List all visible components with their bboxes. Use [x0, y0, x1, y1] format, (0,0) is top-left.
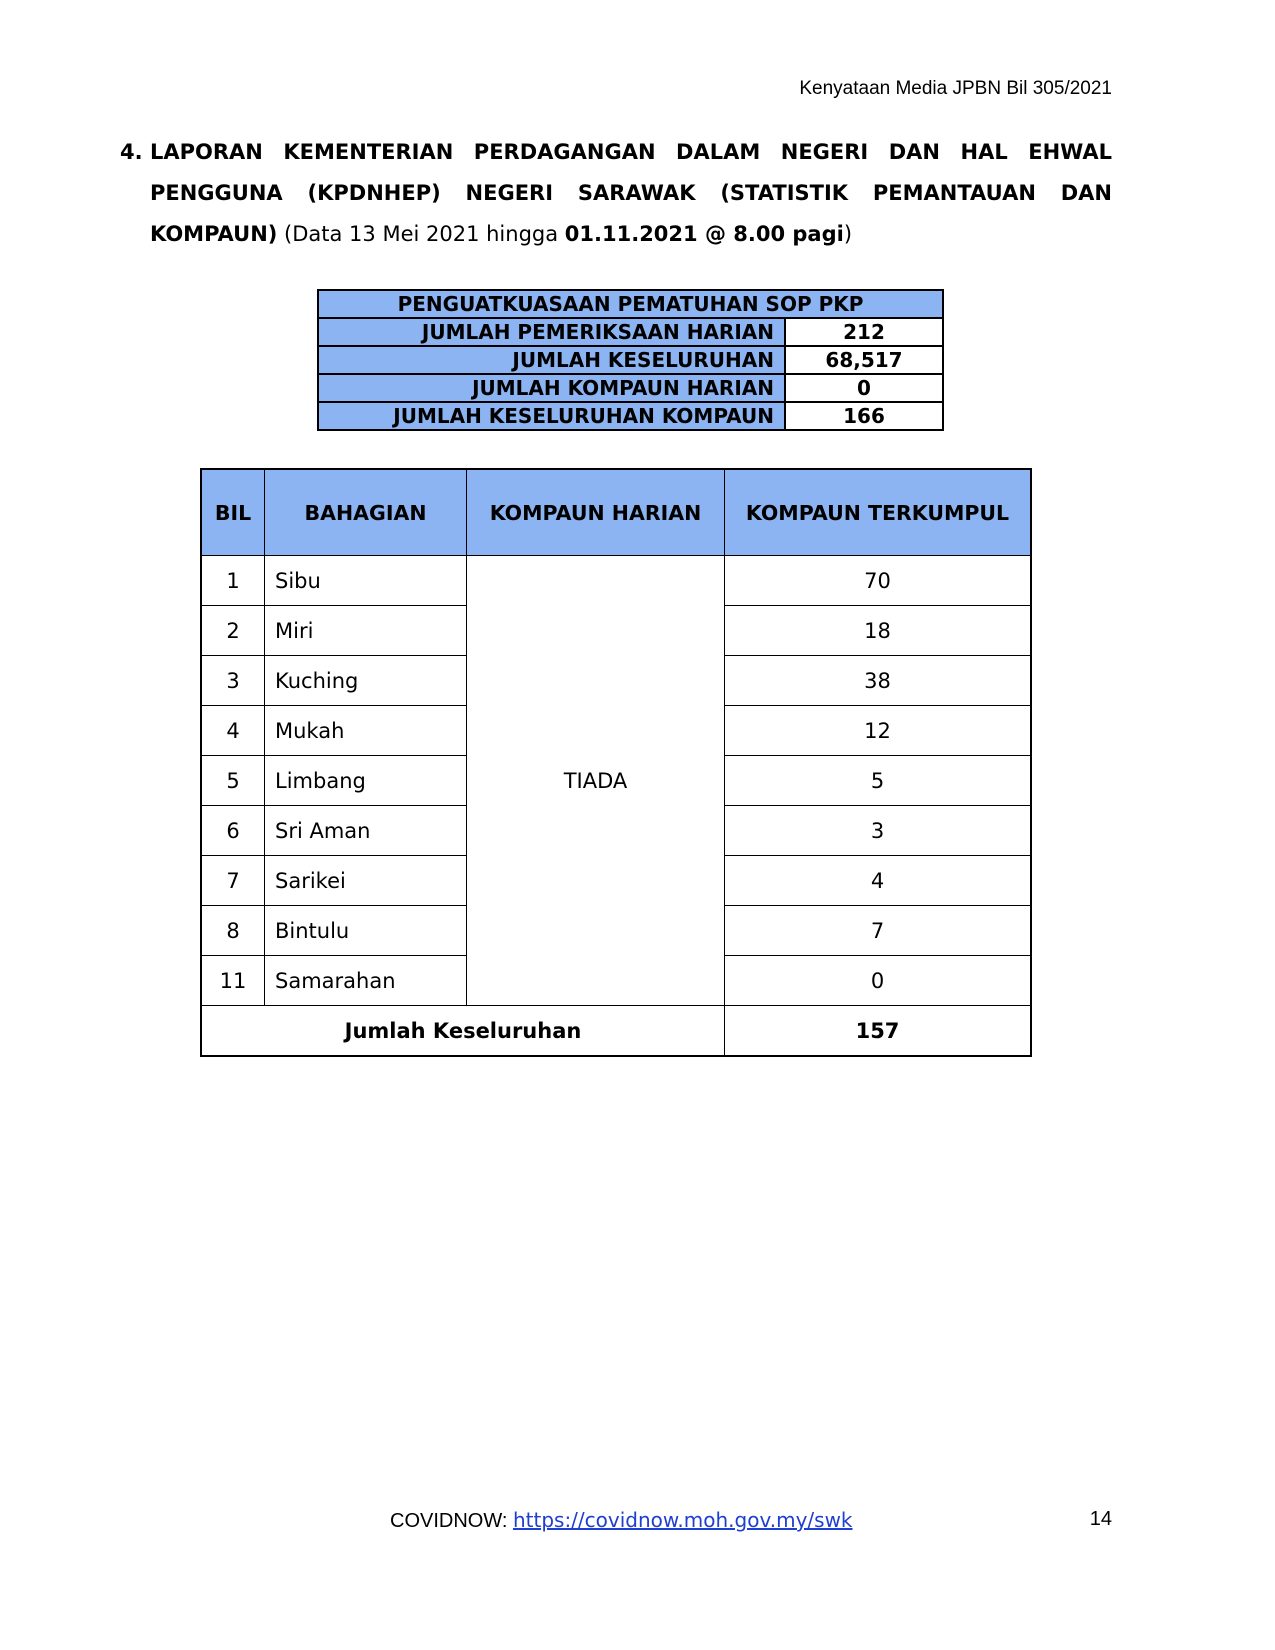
section-body [150, 132, 1112, 255]
covidnow-link[interactable]: https://covidnow.moh.gov.my/swk [512, 1508, 853, 1532]
summary-label: JUMLAH KESELURUHAN [318, 346, 785, 374]
cell-kompaun-terkumpul: 5 [725, 756, 1032, 806]
section-number: 4. [120, 140, 143, 164]
summary-value: 212 [785, 318, 943, 346]
page-number: 14 [1089, 1508, 1112, 1530]
data-range-prefix: (Data 13 Mei 2021 hingga [277, 222, 565, 246]
cell-bil: 7 [201, 856, 265, 906]
cell-bahagian: Mukah [265, 706, 467, 756]
cell-kompaun-terkumpul: 3 [725, 806, 1032, 856]
header-kompaun-harian: KOMPAUN HARIAN [467, 469, 725, 556]
table-header-row [201, 469, 1031, 556]
cell-bahagian: Sarikei [265, 856, 467, 906]
cell-bahagian: Sri Aman [265, 806, 467, 856]
summary-heading-row [318, 290, 943, 318]
total-row [201, 1006, 1031, 1057]
cell-bil: 5 [201, 756, 265, 806]
cell-bil: 6 [201, 806, 265, 856]
header-bil: BIL [201, 469, 265, 556]
table-row [201, 556, 1031, 606]
cell-kompaun-terkumpul: 70 [725, 556, 1032, 606]
header-bahagian: BAHAGIAN [265, 469, 467, 556]
footer-label: COVIDNOW: [390, 1510, 513, 1532]
cell-bahagian: Kuching [265, 656, 467, 706]
section-heading [120, 132, 1112, 255]
cell-kompaun-terkumpul: 4 [725, 856, 1032, 906]
summary-label: JUMLAH KESELURUHAN KOMPAUN [318, 402, 785, 430]
footer [390, 1508, 853, 1533]
cell-bahagian: Sibu [265, 556, 467, 606]
cell-kompaun-terkumpul: 0 [725, 956, 1032, 1006]
data-range-suffix: ) [843, 222, 853, 246]
section-title: LAPORAN KEMENTERIAN PERDAGANGAN DALAM NEGERI DAN HAL EHWAL PENGGUNA (KPDNHEP) NEGERI SARAWAK (STATISTIK PEMANTAUAN DAN KOMPAUN) [150, 140, 1112, 246]
cell-bil: 3 [201, 656, 265, 706]
summary-row [318, 374, 943, 402]
cell-bil: 1 [201, 556, 265, 606]
summary-row [318, 318, 943, 346]
total-value: 157 [725, 1006, 1032, 1057]
document-reference: Kenyataan Media JPBN Bil 305/2021 [799, 78, 1112, 99]
summary-table [317, 289, 944, 431]
total-label: Jumlah Keseluruhan [201, 1006, 725, 1057]
cell-kompaun-harian-merged: TIADA [467, 556, 725, 1006]
cell-bahagian: Samarahan [265, 956, 467, 1006]
cell-kompaun-terkumpul: 18 [725, 606, 1032, 656]
cell-bil: 4 [201, 706, 265, 756]
compound-table [200, 468, 1032, 1057]
summary-heading: PENGUATKUASAAN PEMATUHAN SOP PKP [318, 290, 943, 318]
summary-row [318, 402, 943, 430]
summary-value: 68,517 [785, 346, 943, 374]
cell-kompaun-terkumpul: 12 [725, 706, 1032, 756]
header-kompaun-terkumpul: KOMPAUN TERKUMPUL [725, 469, 1032, 556]
cell-bil: 11 [201, 956, 265, 1006]
summary-value: 166 [785, 402, 943, 430]
summary-value: 0 [785, 374, 943, 402]
summary-row [318, 346, 943, 374]
cell-bil: 2 [201, 606, 265, 656]
cell-bahagian: Limbang [265, 756, 467, 806]
cell-bahagian: Miri [265, 606, 467, 656]
summary-label: JUMLAH KOMPAUN HARIAN [318, 374, 785, 402]
cell-kompaun-terkumpul: 7 [725, 906, 1032, 956]
data-range-date: 01.11.2021 @ 8.00 pagi [564, 222, 844, 246]
cell-bahagian: Bintulu [265, 906, 467, 956]
cell-kompaun-terkumpul: 38 [725, 656, 1032, 706]
cell-bil: 8 [201, 906, 265, 956]
summary-label: JUMLAH PEMERIKSAAN HARIAN [318, 318, 785, 346]
